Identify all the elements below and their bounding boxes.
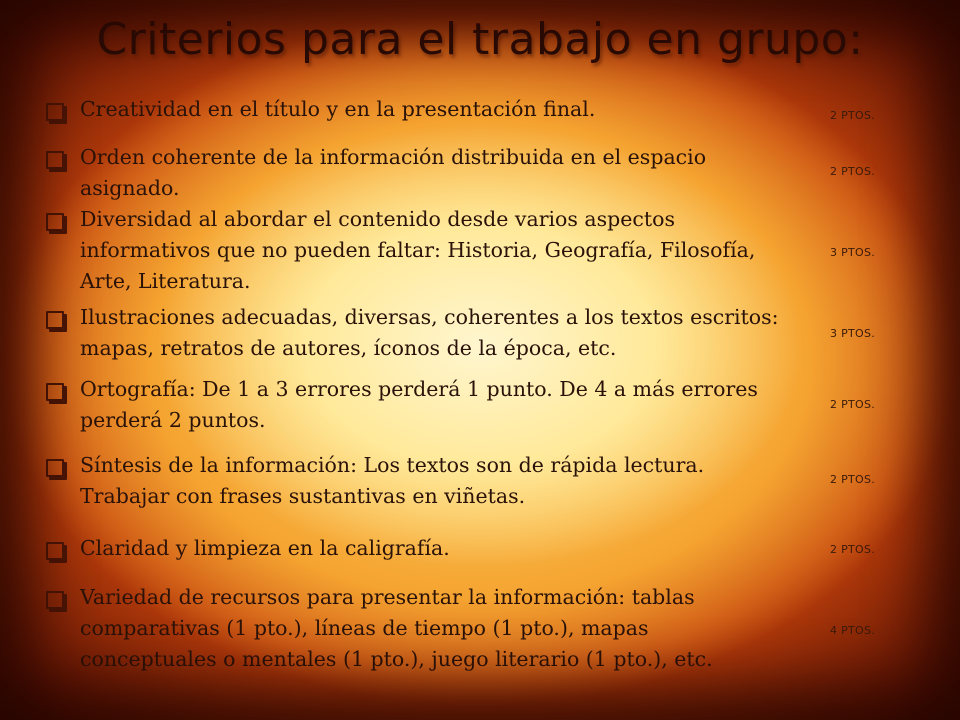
checkbox-bullet-icon [46, 542, 64, 560]
criterion-points: 3 PTOS. [830, 246, 876, 259]
criterion-text: Diversidad al abordar el contenido desde varios aspectos informativos que no pueden faltar: Historia, Geografía, Filosofía, Arte, Literatura. [80, 207, 756, 293]
criterion-item-claridad [46, 533, 786, 564]
criterion-points: 2 PTOS. [830, 473, 876, 486]
criterion-text: Variedad de recursos para presentar la información: tablas comparativas (1 pto.), líneas de tiempo (1 pto.), mapas conceptuales o mentales (1 pto.), juego literario (1 pto.), etc. [80, 585, 713, 671]
criterion-text: Ortografía: De 1 a 3 errores perderá 1 punto. De 4 a más errores perderá 2 puntos. [80, 377, 758, 432]
criterion-item-creatividad [46, 94, 786, 125]
criterion-points: 3 PTOS. [830, 327, 876, 340]
criterion-points: 2 PTOS. [830, 109, 876, 122]
criterion-item-diversidad [46, 204, 786, 297]
criterion-points: 2 PTOS. [830, 398, 876, 411]
criterion-item-sintesis [46, 450, 786, 512]
criterion-points: 2 PTOS. [830, 543, 876, 556]
criterion-item-variedad [46, 582, 786, 675]
checkbox-bullet-icon [46, 151, 64, 169]
checkbox-bullet-icon [46, 103, 64, 121]
criterion-points: 4 PTOS. [830, 624, 876, 637]
criterion-points: 2 PTOS. [830, 165, 876, 178]
criterion-text: Orden coherente de la información distribuida en el espacio asignado. [80, 145, 707, 200]
slide-title: Criterios para el trabajo en grupo: [96, 14, 864, 65]
criterion-item-ilustraciones [46, 302, 786, 364]
criterion-item-orden [46, 142, 786, 204]
criterion-text: Ilustraciones adecuadas, diversas, coherentes a los textos escritos: mapas, retratos de autores, íconos de la época, etc. [80, 305, 779, 360]
checkbox-bullet-icon [46, 311, 64, 329]
criterion-item-ortografia [46, 374, 786, 436]
criterion-text: Síntesis de la información: Los textos son de rápida lectura. Trabajar con frases sustantivas en viñetas. [80, 453, 705, 508]
criterion-text: Creatividad en el título y en la presentación final. [80, 97, 596, 121]
checkbox-bullet-icon [46, 213, 64, 231]
checkbox-bullet-icon [46, 459, 64, 477]
criterion-text: Claridad y limpieza en la caligrafía. [80, 536, 450, 560]
checkbox-bullet-icon [46, 383, 64, 401]
checkbox-bullet-icon [46, 591, 64, 609]
